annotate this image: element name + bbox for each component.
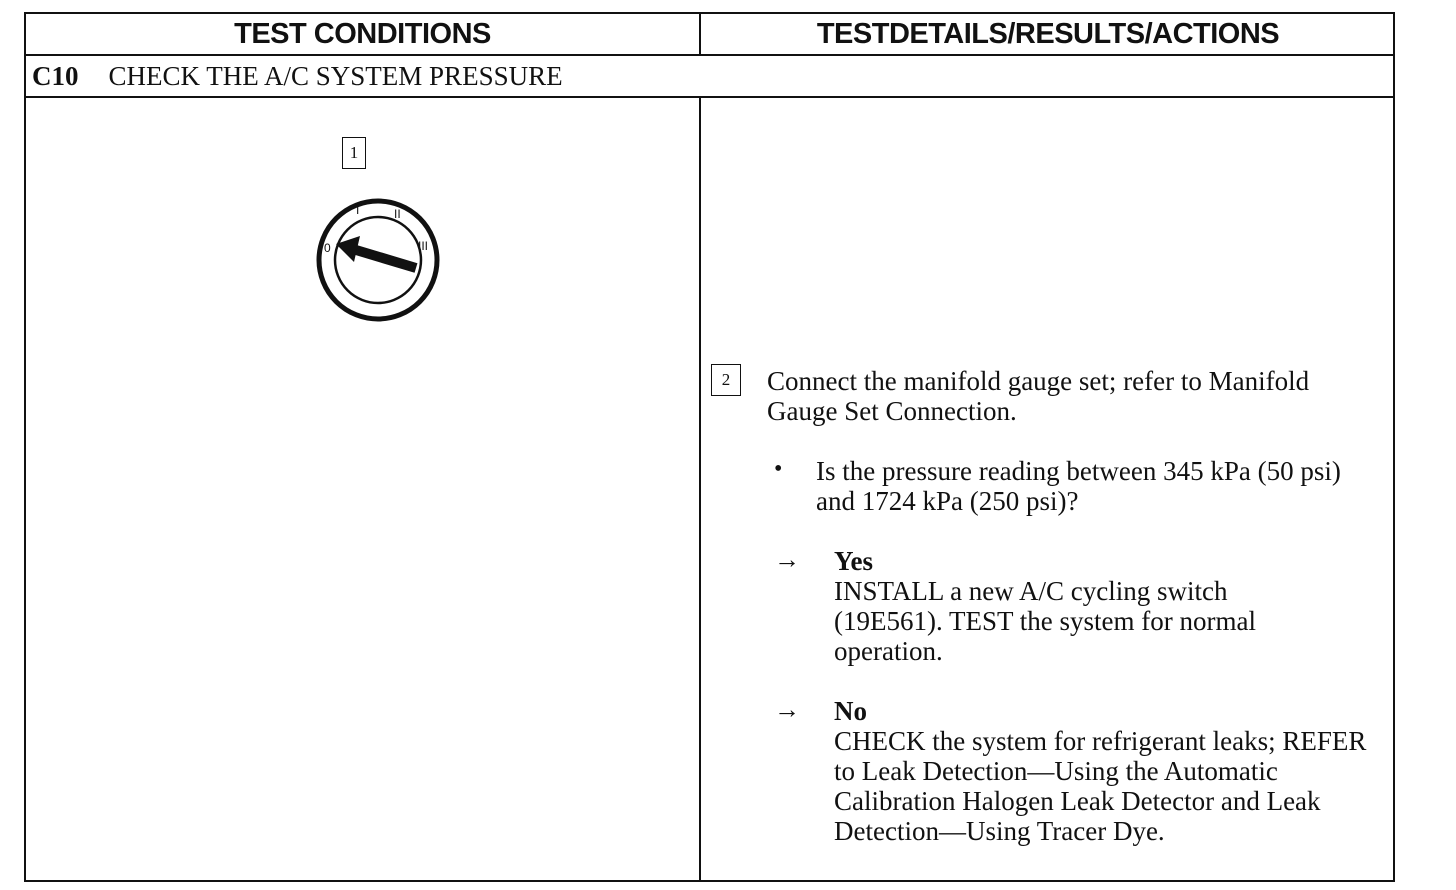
yes-action-text: INSTALL a new A/C cycling switch (19E561). TEST the system for normal operation.	[834, 576, 1256, 666]
procedure-table	[24, 12, 1395, 882]
question-text: Is the pressure reading between 345 kPa (50 psi) and 1724 kPa (250 psi)?	[816, 456, 1341, 516]
arrow-right-icon: →	[774, 695, 800, 724]
column-divider	[699, 98, 701, 882]
step-title: CHECK THE A/C SYSTEM PRESSURE	[108, 60, 563, 91]
no-label: No	[834, 696, 867, 726]
header-test-conditions: TEST CONDITIONS	[234, 17, 491, 50]
instruction-text: Connect the manifold gauge set; refer to Manifold Gauge Set Connection.	[767, 366, 1310, 426]
no-action-text: CHECK the system for refrigerant leaks; REFER to Leak Detection—Using the Automatic Calibration Halogen Leak Detector and Leak Detection—Using Tracer Dye.	[834, 726, 1367, 846]
ignition-switch-icon	[312, 194, 444, 324]
arrow-right-icon: →	[774, 545, 800, 574]
header-divider	[699, 14, 701, 54]
position-label-3: III	[418, 239, 429, 253]
header-test-details: TESTDETAILS/RESULTS/ACTIONS	[816, 17, 1280, 50]
step-rule	[26, 96, 1393, 98]
position-label-1: I	[356, 203, 360, 217]
step-title-row	[26, 56, 1393, 96]
yes-label: Yes	[834, 546, 873, 576]
step-number-box-2: 2	[711, 364, 741, 396]
position-label-2: II	[394, 207, 401, 221]
step-code: C10	[32, 60, 79, 91]
switch-arrow-icon	[336, 236, 416, 268]
position-label-0: 0	[324, 241, 331, 255]
step-number-box-1: 1	[342, 137, 366, 169]
bullet-icon: •	[774, 456, 783, 482]
